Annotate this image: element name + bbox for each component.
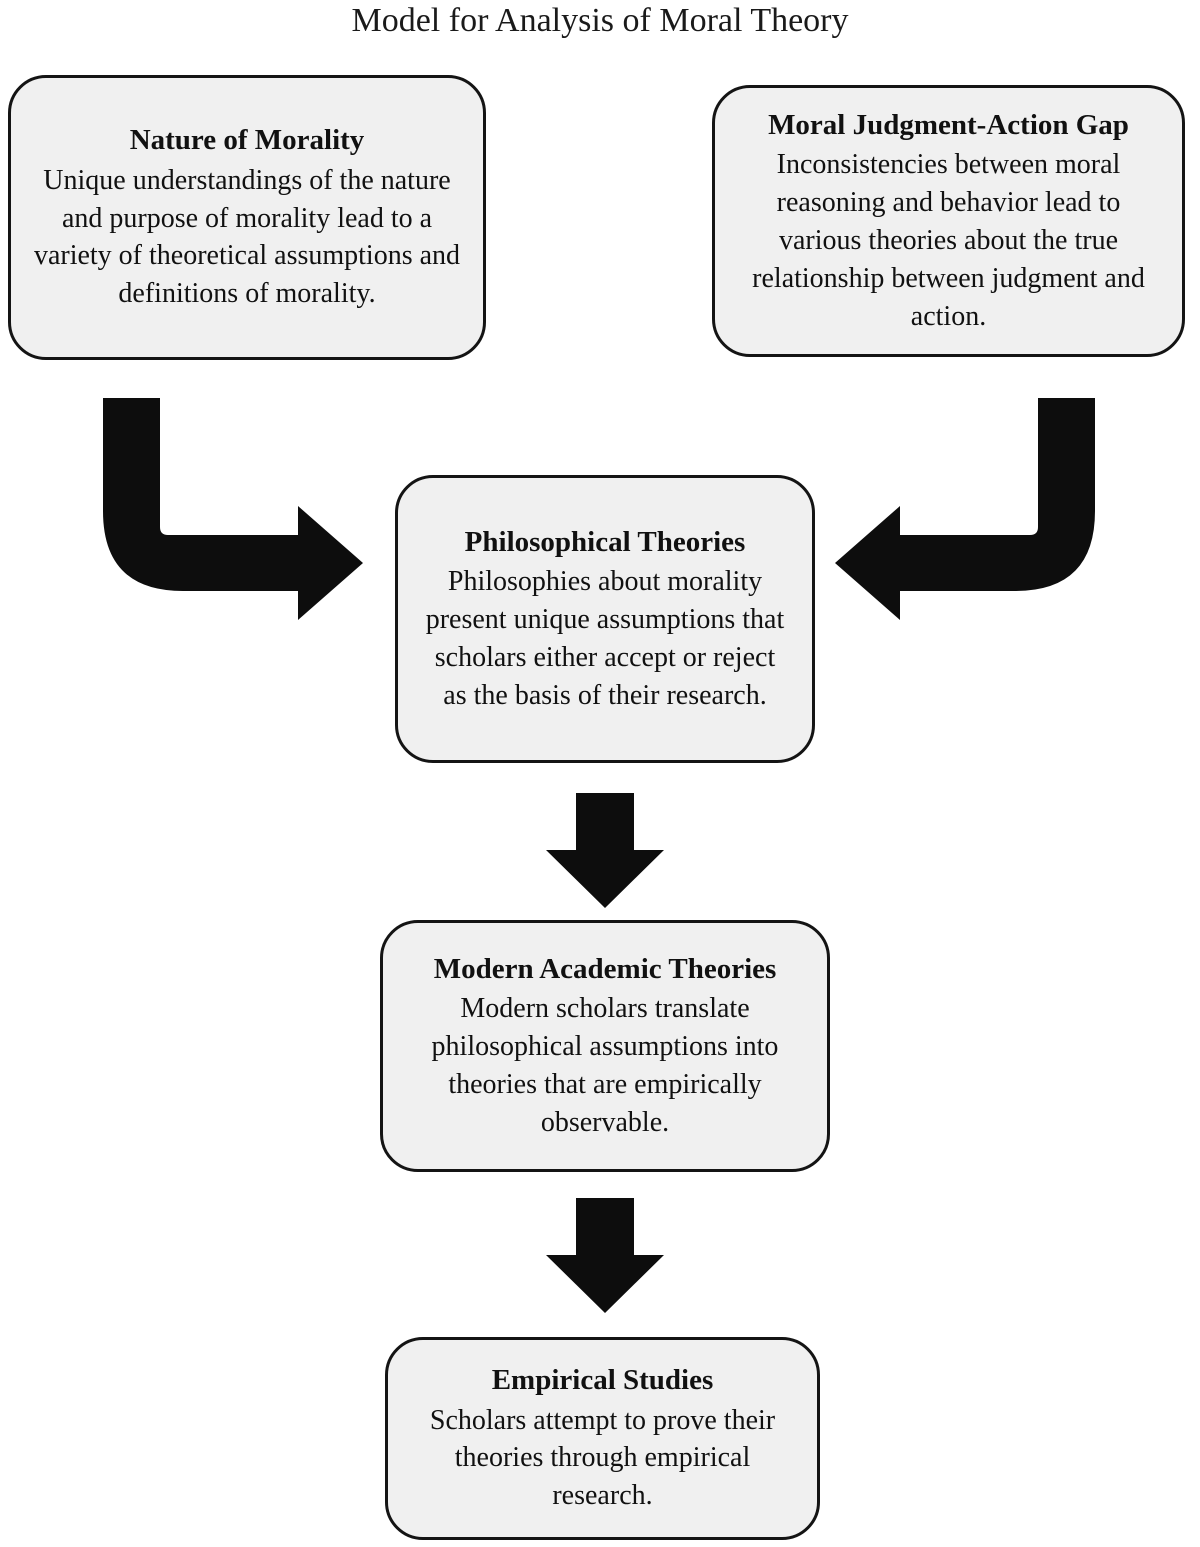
nature-to-philosophical-arrow-icon	[103, 398, 363, 620]
node-title: Nature of Morality	[129, 124, 365, 157]
node-empirical-studies	[385, 1337, 820, 1540]
modern-to-empirical-arrow-icon	[546, 1198, 664, 1313]
node-body: Philosophies about morality present unique assumptions that scholars either accept or reject as the basis of their research.	[425, 566, 785, 711]
philosophical-to-modern-arrow-icon	[546, 793, 664, 908]
node-title: Moral Judgment-Action Gap	[768, 108, 1129, 141]
node-moral-judgment-action-gap	[712, 85, 1185, 357]
node-nature-of-morality	[8, 75, 486, 360]
diagram-title: Model for Analysis of Moral Theory	[351, 2, 849, 39]
node-philosophical-theories	[395, 475, 815, 763]
node-title: Modern Academic Theories	[433, 952, 777, 985]
node-body: Scholars attempt to prove their theories through empirical research.	[429, 1404, 776, 1512]
node-body: Unique understandings of the nature and purpose of morality lead to a variety of theoretical assumptions and definitions of morality.	[33, 164, 461, 310]
node-title: Empirical Studies	[491, 1363, 714, 1396]
node-body: Inconsistencies between moral reasoning and behavior lead to various theories about the true relationship between judgment and action.	[752, 149, 1145, 332]
node-title: Philosophical Theories	[464, 525, 746, 558]
gap-to-philosophical-arrow-icon	[835, 398, 1095, 620]
node-modern-academic-theories	[380, 920, 830, 1172]
node-body: Modern scholars translate philosophical assumptions into theories that are empirically observable.	[431, 993, 779, 1138]
